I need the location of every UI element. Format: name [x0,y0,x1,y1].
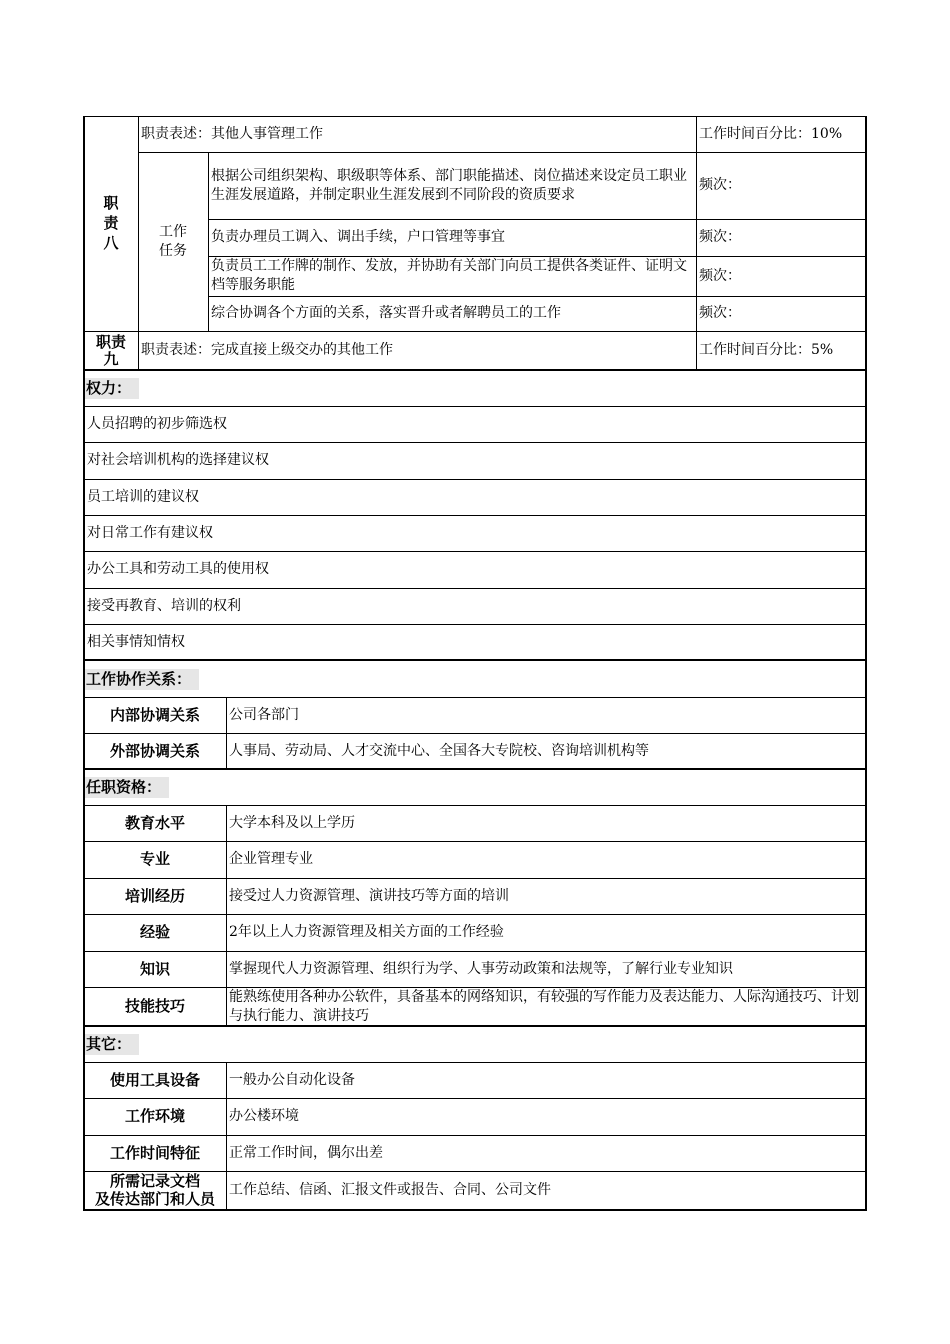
grid-line [208,296,866,297]
other-title: 其它： [84,1034,139,1055]
other-label: 工作时间特征 [109,1144,200,1162]
duty8-task-1: 根据公司组织架构、职级职等体系、部门职能描述、岗位描述来设定员工职业生涯发展道路，并制定职业生涯发展到不同阶段的资质要求 [211,167,687,203]
grid-line [83,878,867,879]
coop-title: 工作协作关系： [84,669,199,690]
grid-line [83,406,867,407]
duty8-task-3-frequency: 频次： [699,267,741,284]
grid-line [83,588,867,589]
grid-line [208,256,866,257]
qual-label: 经验 [139,924,170,941]
grid-line [83,733,867,734]
grid-line [83,914,867,915]
grid-line [83,442,867,443]
coop-label: 外部协调关系 [109,742,200,760]
duty8-task-1-frequency: 频次： [699,177,741,193]
qual-value: 企业管理专业 [229,851,313,867]
duty9-description: 职责表述：完成直接上级交办的其他工作 [141,342,393,358]
power-item: 相关事情知情权 [87,633,185,650]
grid-line [83,551,867,552]
qual-section-header [84,770,866,805]
duty8-task-label: 工作 任务 [159,223,187,259]
other-label: 使用工具设备 [109,1071,200,1089]
power-item: 员工培训的建议权 [87,488,199,505]
coop-value: 人事局、劳动局、人才交流中心、全国各大专院校、咨询培训机构等 [229,742,649,759]
duty8-task-2-frequency: 频次： [699,229,741,245]
grid-line [138,152,866,153]
grid-line [83,479,867,480]
qual-label: 专业 [139,851,170,868]
grid-line [226,805,227,1026]
other-value: 一般办公自动化设备 [229,1071,355,1088]
grid-line [83,987,867,988]
grid-line [83,841,867,842]
duty9-time-percent: 工作时间百分比：5% [699,342,834,358]
power-item: 人员招聘的初步筛选权 [87,415,227,432]
coop-label: 内部协调关系 [109,706,200,724]
grid-line [83,659,867,661]
table-border [83,116,867,117]
power-item: 接受再教育、培训的权利 [87,597,241,614]
grid-line [83,1171,867,1172]
other-value: 工作总结、信函、汇报文件或报告、合同、公司文件 [229,1182,551,1198]
grid-line [226,697,227,769]
qual-value: 2年以上人力资源管理及相关方面的工作经验 [229,924,504,940]
grid-line [138,116,139,371]
grid-line [83,768,867,770]
qual-label: 技能技巧 [124,998,185,1015]
power-section-header [84,371,866,406]
grid-line [83,624,867,625]
grid-line [83,697,867,698]
power-item: 对社会培训机构的选择建议权 [87,452,269,468]
duty8-label: 职 责 八 [103,195,119,252]
duty8-description: 职责表述：其他人事管理工作 [141,126,323,142]
other-section-header [84,1027,866,1062]
grid-line [83,331,867,332]
other-value: 正常工作时间，偶尔出差 [229,1144,383,1161]
other-label: 工作环境 [124,1108,185,1125]
grid-line [83,369,867,371]
qual-value: 能熟练使用各种办公软件，具备基本的网络知识，有较强的写作能力及表达能力、人际沟通技巧、计划与执行能力、演讲技巧 [229,988,859,1024]
power-item: 办公工具和劳动工具的使用权 [87,561,269,577]
duty8-task-2: 负责办理员工调入、调出手续，户口管理等事宜 [211,229,505,245]
qual-label: 知识 [139,960,170,978]
grid-line [83,1025,867,1027]
qual-title: 任职资格： [84,777,169,798]
qual-label: 培训经历 [124,887,185,905]
other-label: 所需记录文档 及传达部门和人员 [94,1172,215,1208]
coop-value: 公司各部门 [229,706,299,723]
coop-section-header [84,661,866,697]
grid-line [83,515,867,516]
power-item: 对日常工作有建议权 [87,524,213,541]
qual-label: 教育水平 [124,814,185,832]
other-value: 办公楼环境 [229,1108,299,1124]
duty8-task-4-frequency: 频次： [699,305,741,321]
grid-line [83,1062,867,1063]
grid-line [83,805,867,806]
table-border [865,116,867,1211]
duty8-task-4: 综合协调各个方面的关系，落实晋升或者解聘员工的工作 [211,305,561,321]
grid-line [226,1062,227,1210]
grid-line [208,152,209,331]
power-title: 权力： [84,378,139,399]
duty8-time-percent: 工作时间百分比：10% [699,126,843,142]
grid-line [696,116,697,371]
grid-line [208,219,866,220]
qual-value: 接受过人力资源管理、演讲技巧等方面的培训 [229,887,509,904]
qual-value: 大学本科及以上学历 [229,814,355,831]
grid-line [83,1098,867,1099]
table-border [83,1209,867,1211]
qual-value: 掌握现代人力资源管理、组织行为学、人事劳动政策和法规等，了解行业专业知识 [229,960,733,977]
duty8-task-3: 负责员工工作牌的制作、发放，并协助有关部门向员工提供各类证件、证明文档等服务职能 [211,258,687,293]
table-border [83,116,85,1211]
grid-line [83,1135,867,1136]
duty9-label: 职责 九 [95,333,126,368]
grid-line [83,951,867,952]
